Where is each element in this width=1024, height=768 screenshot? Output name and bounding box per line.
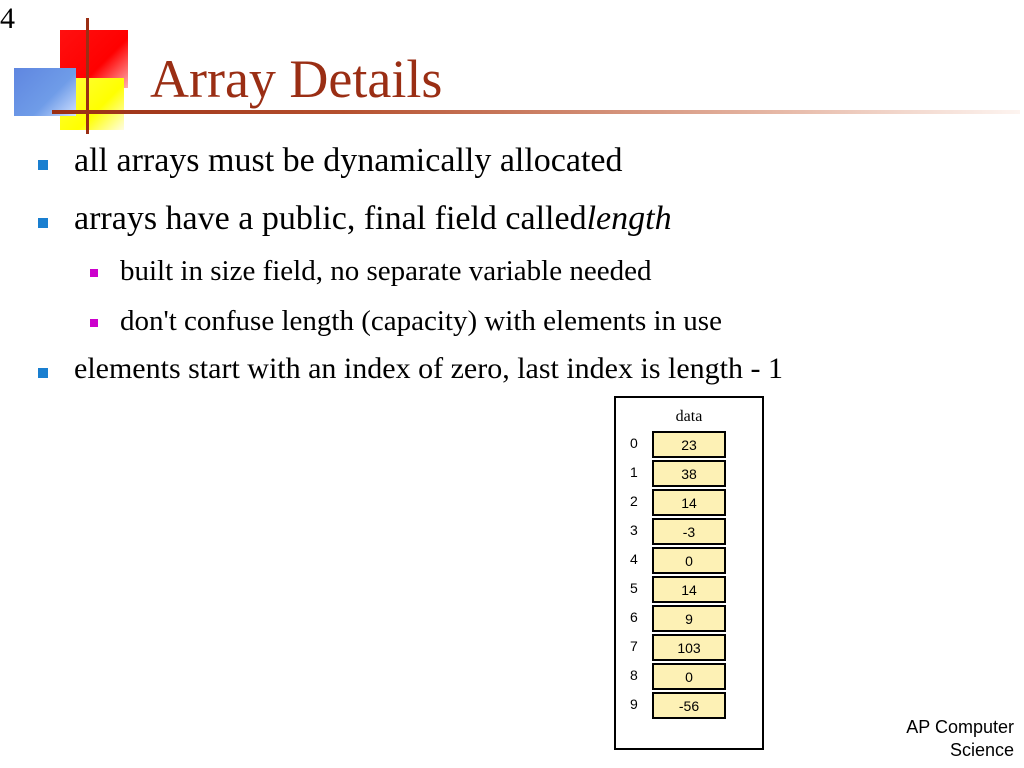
slide-title: Array Details <box>150 49 443 109</box>
sub-bullet-item <box>120 255 651 288</box>
bullet-marker <box>38 160 48 170</box>
bullet-text: arrays have a public, final field called <box>74 200 587 237</box>
bullet-text: all arrays must be dynamically allocated <box>74 142 623 179</box>
decor-vertical-line <box>86 18 89 134</box>
array-cell: -3 <box>652 518 726 545</box>
decor-blue-square <box>14 68 76 116</box>
slide-number: 4 <box>0 2 15 35</box>
array-cell: 14 <box>652 576 726 603</box>
array-cell: 103 <box>652 634 726 661</box>
array-index: 4 <box>630 551 638 567</box>
array-cell: 23 <box>652 431 726 458</box>
array-index: 5 <box>630 580 638 596</box>
array-index: 3 <box>630 522 638 538</box>
array-diagram <box>614 396 764 750</box>
bullet-text: elements start with an index of zero, last index is length - 1 <box>74 352 783 385</box>
array-cell: 0 <box>652 663 726 690</box>
sub-bullet-marker <box>90 319 98 327</box>
bullet-marker <box>38 218 48 228</box>
footer-line-1: AP Computer <box>906 717 1014 737</box>
sub-bullet-item <box>120 305 722 338</box>
decor-title-underline <box>52 110 1020 114</box>
bullet-item <box>74 352 783 386</box>
array-cell: 14 <box>652 489 726 516</box>
array-cell: 38 <box>652 460 726 487</box>
array-index: 6 <box>630 609 638 625</box>
bullet-text: don't confuse length (capacity) with elements in use <box>120 305 722 337</box>
footer-line-2: Science <box>949 739 1014 760</box>
array-index: 8 <box>630 667 638 683</box>
bullet-item <box>74 200 672 238</box>
bullet-item <box>74 142 623 180</box>
array-cell: -56 <box>652 692 726 719</box>
array-index: 7 <box>630 638 638 654</box>
array-index: 9 <box>630 696 638 712</box>
array-label: data <box>675 408 703 425</box>
bullet-text: built in size field, no separate variable needed <box>120 255 652 287</box>
array-index: 1 <box>630 464 638 480</box>
array-cell: 0 <box>652 547 726 574</box>
array-cell: 9 <box>652 605 726 632</box>
bullet-marker <box>38 368 48 378</box>
array-index: 2 <box>630 493 638 509</box>
array-index: 0 <box>630 435 638 451</box>
sub-bullet-marker <box>90 269 98 277</box>
footer <box>906 716 1014 761</box>
bullet-text-italic: length <box>586 200 672 237</box>
